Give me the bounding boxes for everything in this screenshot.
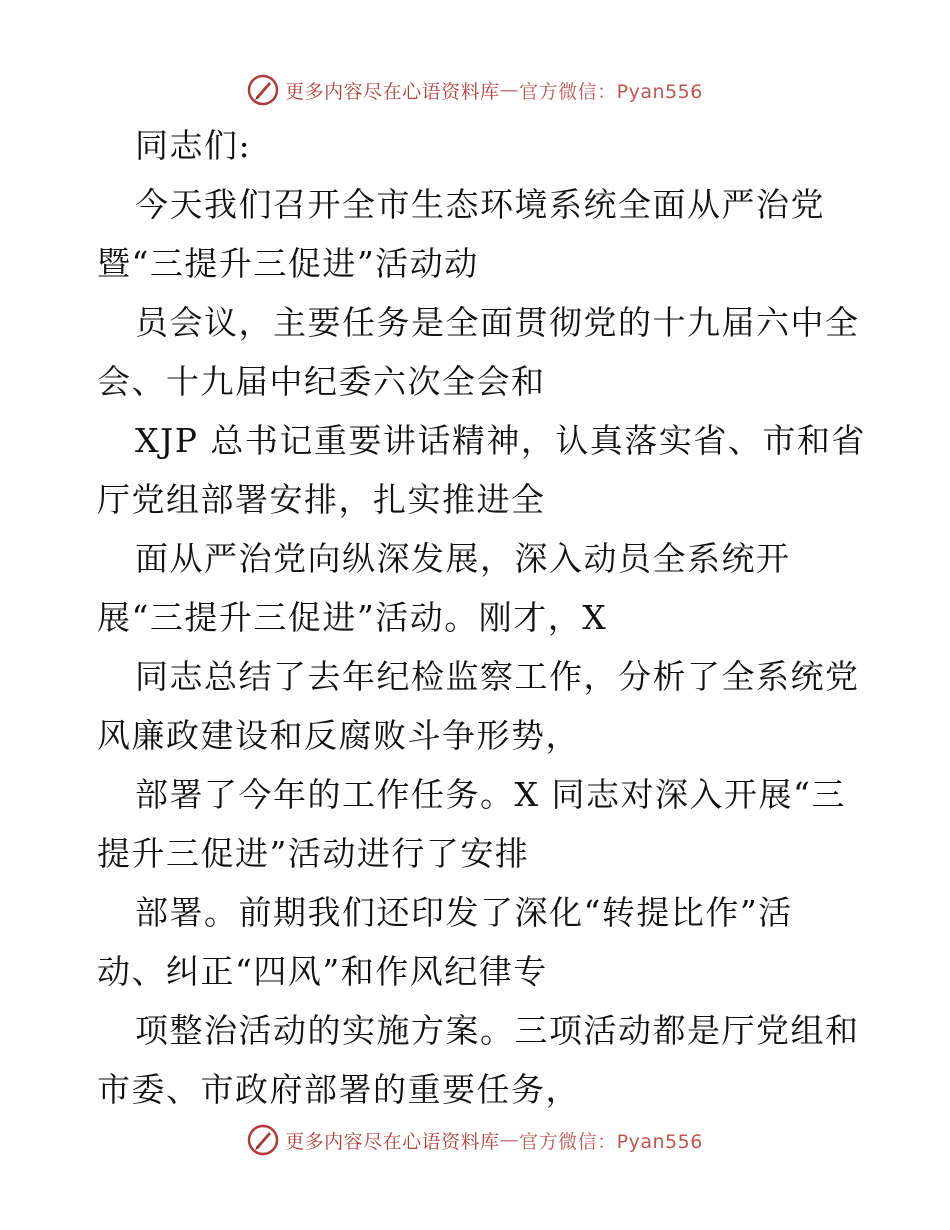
watermark-handle: 官方微信：Pyan556 xyxy=(519,80,703,103)
text-line: 同志们: xyxy=(135,126,252,165)
watermark-text: 更多内容尽在心语资料库 xyxy=(285,80,500,103)
header-watermark xyxy=(0,70,950,110)
watermark-handle: 官方微信：Pyan556 xyxy=(519,1130,703,1153)
text-line: 暨“三提升三促进”活动动 xyxy=(97,244,479,283)
text-line: 今天我们召开全市生态环境系统全面从严治党 xyxy=(135,185,825,224)
watermark-separator: — xyxy=(499,1129,520,1151)
watermark-text: 更多内容尽在心语资料库 xyxy=(285,1130,500,1153)
text-line: 提升三促进”活动进行了安排 xyxy=(97,834,530,873)
text-line: 员会议，主要任务是全面贯彻党的十九届六中全 xyxy=(135,303,860,342)
text-line: 市委、市政府部署的重要任务， xyxy=(97,1070,580,1109)
footer-watermark xyxy=(0,1120,950,1160)
text-line: 项整治活动的实施方案。三项活动都是厅党组和 xyxy=(135,1011,860,1050)
watermark-separator: — xyxy=(499,79,520,101)
feather-pen-logo-icon xyxy=(247,1124,279,1156)
text-line: 会、十九届中纪委六次全会和 xyxy=(97,362,546,401)
feather-pen-logo-icon xyxy=(247,74,279,106)
text-line: 风廉政建设和反腐败斗争形势， xyxy=(97,716,580,755)
text-line: 部署。前期我们还印发了深化“转提比作”活 xyxy=(135,893,793,932)
text-line: 同志总结了去年纪检监察工作，分析了全系统党 xyxy=(135,657,860,696)
text-line: 动、纠正“四风”和作风纪律专 xyxy=(97,952,548,991)
text-line: 展“三提升三促进”活动。刚才，X xyxy=(97,598,608,637)
text-line: 面从严治党向纵深发展，深入动员全系统开 xyxy=(135,539,791,578)
text-line: XJP 总书记重要讲话精神，认真落实省、市和省 xyxy=(135,421,866,460)
text-line: 部署了今年的工作任务。X 同志对深入开展“三 xyxy=(135,775,846,814)
text-line: 厅党组部署安排，扎实推进全 xyxy=(97,480,546,519)
